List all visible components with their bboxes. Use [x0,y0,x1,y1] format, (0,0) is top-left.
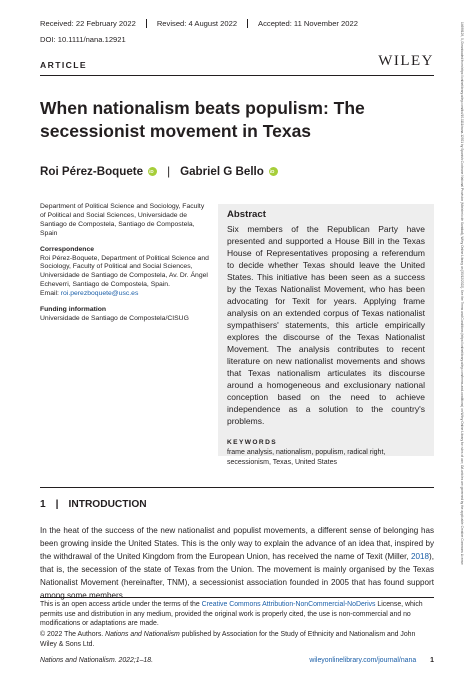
body-text-part: In the heat of the success of the new nationalist and populist movements, a different sense of belonging has been growing inside the United States. This is the only way to explain the advance of an idea that, inspired by the withdrawal of the United Kingdom from the European Union, has received the name of Texit (Miller, [40,526,434,561]
journal-reference: Nations and Nationalism. 2022;1–18. [40,657,154,664]
download-notice-strip [453,22,467,662]
abstract-box [218,204,434,466]
page-footer [40,657,434,664]
section-number: 1 [40,499,46,510]
email-label: Email: [40,290,59,298]
copyright-text: published by Association for the Study of Ethnicity and Nationalism and John Wiley & Sons Ltd. [40,631,416,648]
citation-link[interactable]: 2018 [411,552,430,561]
correspondence-text: Roi Pérez-Boquete, Department of Political Science and Sociology, Faculty of Political and Social Sciences, Universidade de Santiago de Compostela, Av. Dr. Ángel Echeverri, Santiago de Compostela, Spain. [40,254,209,289]
publisher-logo: WILEY [378,53,434,69]
license-text: License, which permits use and distribution in any medium, provided the original work is properly cited, the use is non-commercial and no modifications or adaptations are made. [40,601,423,628]
article-dates [40,19,378,28]
download-notice-text: 14698129, 0, Downloaded from https://onlinelibrary.wiley.com/doi/10.1111/nana.12921 by Spanish Cochrane National Provision (Ministerio de Sanidad), Wiley Online Library on [30/12/2022]. See the Terms and Conditions (https://onlinelibrary.wiley.com/terms-and-conditions) on Wiley Online Library for rules of use; OA articles are governed by the applicable Creative Commons License [460,22,464,565]
article-type-label: ARTICLE [40,60,88,70]
doi[interactable]: DOI: 10.1111/nana.12921 [40,35,126,44]
received-date: Received: 22 February 2022 [40,19,147,28]
abstract-heading: Abstract [227,209,266,220]
affiliation: Department of Political Science and Sociology, Faculty of Political and Social Sciences, Universidade de Santiago de Compostela, Santiago de Compostela, Spain [40,203,205,237]
author-name[interactable]: Roi Pérez-Boquete [40,165,144,178]
footnote-divider [40,597,434,598]
license-notice [40,600,434,629]
revised-date: Revised: 4 August 2022 [157,19,248,28]
email-link[interactable]: roi.perezboquete@usc.es [60,290,139,298]
journal-url-link[interactable]: wileyonlinelibrary.com/journal/nana [309,657,417,664]
correspondence-heading: Correspondence [40,245,95,253]
section-heading [40,499,147,510]
funding-heading: Funding information [40,306,107,314]
copyright-journal: Nations and Nationalism [105,631,180,638]
body-paragraph [40,524,434,602]
page-number: 1 [430,657,434,664]
keywords-heading: KEYWORDS [227,439,278,446]
abstract-text: Six members of the Republican Party have presented and supported a House Bill in the Texas House of Representatives proposing a referendum to decide whether Texas should leave the United States. This initiative has been seen as a success by the Texas Nationalist Movement, who has been advocating for Texit for years. Applying frame analysis on an extended corpus of Texas nationalist sympathisers' statements, this article empirically explores the discourse of the Texas Nationalist Movement. The analysis contributes to recent literature on new nationalist movements and shows that Texas nationalism articulates its discourse around a homogeneous and exclusionary national conception based on the need to achieve independence as a solution to the country's problems. [227,224,425,426]
orcid-icon[interactable] [148,167,157,176]
copyright-text: © 2022 The Authors. [40,631,106,638]
author-list [40,165,278,178]
body-text-part: ), that is, the secession of the state of Texas from the Union. The movement is mainly organised by the Texas Nationalist Movement (hereinafter, TNM), a secessionist association founded in 2005 that has found support among some members [40,552,434,600]
email-line [40,290,210,299]
accepted-date: Accepted: 11 November 2022 [258,19,358,28]
article-title: When nationalism beats populism: The secessionist movement in Texas [40,98,365,141]
footer-right [309,657,434,664]
license-text: This is an open access article under the terms of the [40,601,202,608]
section-separator: | [55,499,59,510]
section-divider [40,487,434,488]
header-divider [40,75,434,76]
copyright-notice [40,630,434,649]
keywords-list: frame analysis, nationalism, populism, radical right, secessionism, Texas, United States [227,449,386,466]
author-info-column [40,203,210,324]
license-link[interactable]: Creative Commons Attribution-NonCommercial-NoDerivs [201,601,376,608]
author-name[interactable]: Gabriel G Bello [180,165,264,178]
section-title: INTRODUCTION [68,499,147,510]
funding-text: Universidade de Santiago de Compostela/CISUG [40,314,189,322]
orcid-icon[interactable] [269,167,278,176]
author-separator: | [167,165,171,178]
